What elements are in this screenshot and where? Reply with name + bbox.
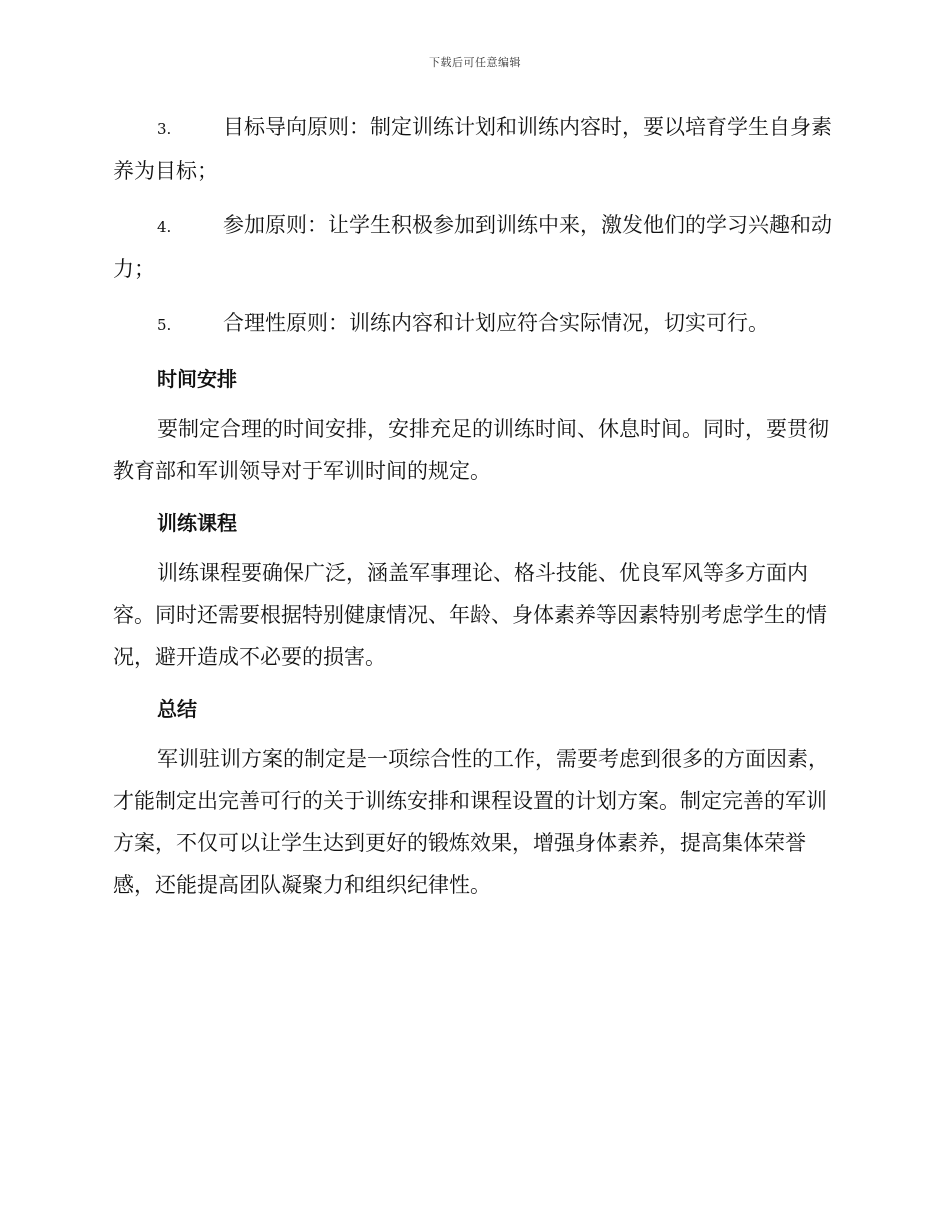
page-header: 下载后可任意编辑: [429, 56, 521, 69]
principle-item-3: [113, 106, 835, 192]
section-heading-courses: 训练课程: [157, 511, 237, 535]
section-heading-schedule: 时间安排: [157, 367, 237, 391]
section-body-courses: 训练课程要确保广泛，涵盖军事理论、格斗技能、优良军风等多方面内容。同时还需要根据特别健康情况、年龄、身体素养等因素特别考虑学生的情况，避开造成不必要的损害。: [113, 561, 827, 669]
principle-item-5: [113, 302, 835, 346]
section-heading-summary: 总结: [157, 697, 197, 721]
list-number: 4.: [157, 218, 172, 236]
principle-item-4: [113, 204, 835, 290]
section-body-summary: 军训驻训方案的制定是一项综合性的工作，需要考虑到很多的方面因素，才能制定出完善可行的关于训练安排和课程设置的计划方案。制定完善的军训方案，不仅可以让学生达到更好的锻炼效果，增强身体素养，提高集体荣誉感，还能提高团队凝聚力和组织纪律性。: [113, 747, 829, 897]
document-body: [113, 106, 835, 916]
list-number: 5.: [157, 316, 172, 334]
list-text: 参加原则：让学生积极参加到训练中来，激发他们的学习兴趣和动力；: [113, 213, 832, 281]
list-number: 3.: [157, 120, 172, 138]
list-text: 目标导向原则：制定训练计划和训练内容时，要以培育学生自身素养为目标；: [113, 115, 832, 183]
section-body-schedule: 要制定合理的时间安排，安排充足的训练时间、休息时间。同时，要贯彻教育部和军训领导对于军训时间的规定。: [113, 417, 829, 483]
list-text: 合理性原则：训练内容和计划应符合实际情况，切实可行。: [223, 311, 769, 335]
